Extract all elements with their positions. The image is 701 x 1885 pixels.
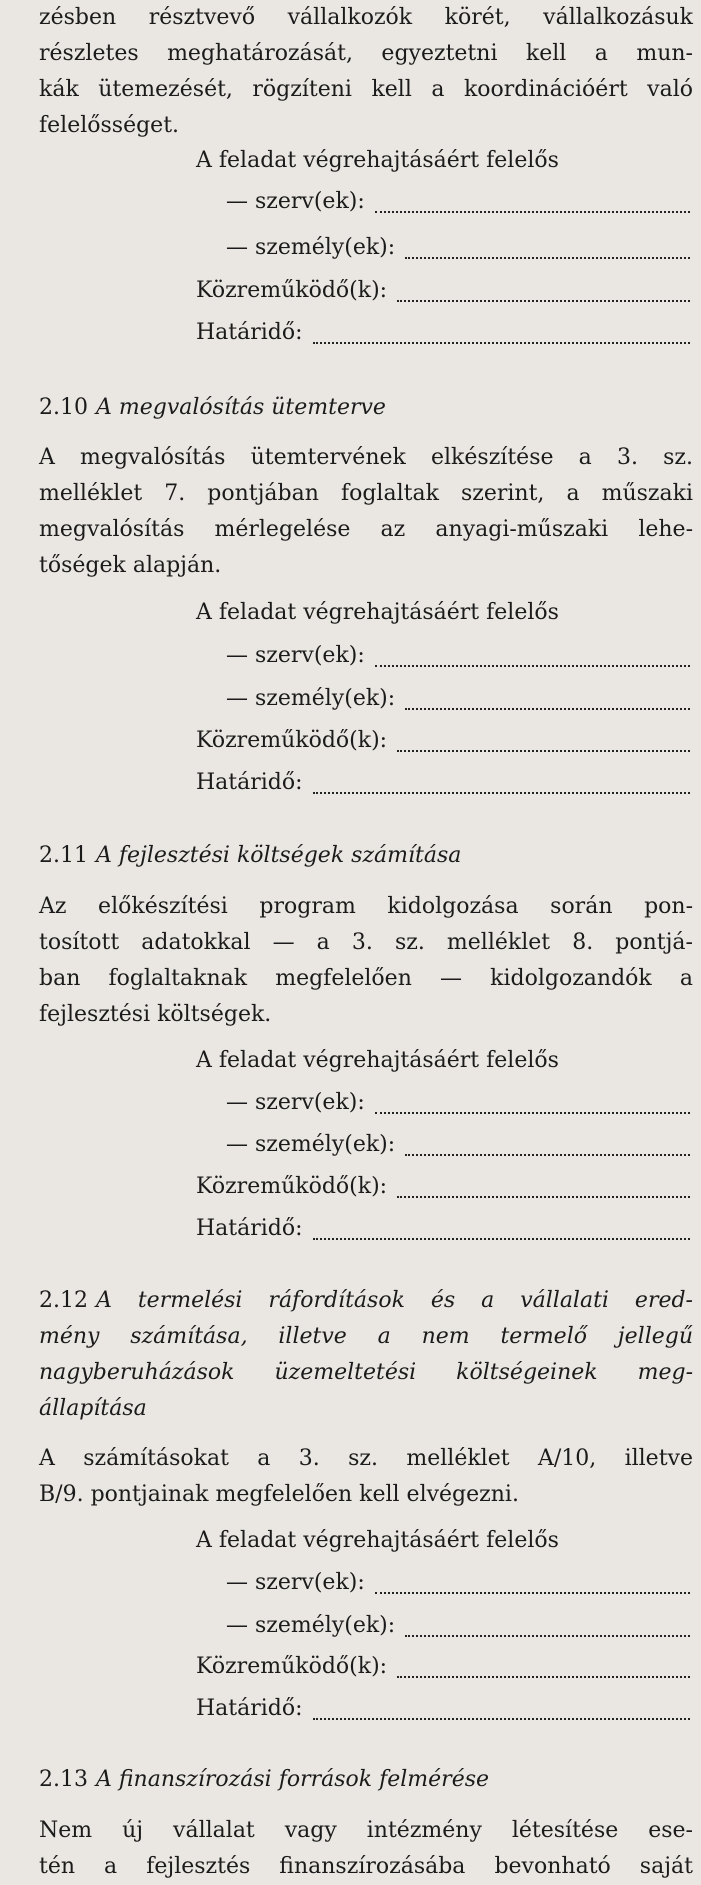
section-number: 2.12 (39, 1288, 88, 1313)
dotted-fill-line (405, 257, 690, 259)
dotted-fill-line (397, 1676, 690, 1678)
org-label: — szerv(ek): (226, 643, 365, 668)
person-field (226, 684, 690, 714)
text-line: részletes meghatározását, egyeztetni kell a mun- (39, 41, 693, 66)
text-line: fejlesztési költségek. (39, 1002, 272, 1027)
section-number: 2.11 (39, 843, 88, 868)
section-paragraph (39, 1813, 693, 1885)
section-title-line: mény számítása, illetve a nem termelő jellegű (39, 1324, 693, 1349)
section-title-line: nagyberuházások üzemeltetési költségeinek meg- (39, 1360, 693, 1385)
intro-paragraph (39, 0, 693, 144)
section-title: A megvalósítás ütemterve (95, 395, 386, 420)
responsibility-title: A feladat végrehajtásáért felelős (196, 148, 559, 173)
contributor-field (196, 726, 690, 756)
section-paragraph (39, 889, 693, 1033)
responsibility-title: A feladat végrehajtásáért felelős (196, 1528, 559, 1553)
text-line: Nem új vállalat vagy intézmény létesítése ese- (39, 1818, 693, 1843)
text-line: melléklet 7. pontjában foglaltak szerint, a műszaki (39, 481, 693, 506)
deadline-label: Határidő: (196, 1696, 303, 1721)
section-number: 2.10 (39, 395, 88, 420)
person-field (226, 233, 690, 263)
section-paragraph (39, 1441, 693, 1513)
text-line: B/9. pontjainak megfelelően kell elvégezni. (39, 1482, 519, 1507)
text-line: tőségek alapján. (39, 553, 222, 578)
contributor-field (196, 276, 690, 306)
section-heading (39, 1283, 693, 1427)
org-label: — szerv(ek): (226, 1090, 365, 1115)
text-line: kák ütemezését, rögzíteni kell a koordinációért való (39, 77, 693, 102)
person-label: — személy(ek): (226, 1132, 396, 1157)
org-field (226, 1568, 690, 1598)
dotted-fill-line (375, 1592, 690, 1594)
section-title: A fejlesztési költségek számítása (95, 843, 462, 868)
org-field (226, 1088, 690, 1118)
text-line: tén a fejlesztés finanszírozásába bevonható saját (39, 1854, 693, 1879)
text-line: Az előkészítési program kidolgozása során pon- (39, 894, 693, 919)
person-field (226, 1130, 690, 1160)
deadline-label: Határidő: (196, 320, 303, 345)
deadline-field (196, 318, 690, 348)
contributor-label: Közreműködő(k): (196, 1654, 388, 1679)
contributor-label: Közreműködő(k): (196, 278, 388, 303)
text-line: ban foglaltaknak megfelelően — kidolgozandók a (39, 966, 693, 991)
deadline-label: Határidő: (196, 770, 303, 795)
deadline-field (196, 1694, 690, 1724)
text-line: tosított adatokkal — a 3. sz. melléklet 8. pontjá- (39, 930, 693, 955)
contributor-label: Közreműködő(k): (196, 1174, 388, 1199)
section-heading (39, 1762, 693, 1798)
section-number: 2.13 (39, 1767, 88, 1792)
deadline-label: Határidő: (196, 1216, 303, 1241)
contributor-field (196, 1172, 690, 1202)
org-label: — szerv(ek): (226, 189, 365, 214)
section-title-line: állapítása (39, 1396, 147, 1421)
org-field (226, 187, 690, 217)
dotted-fill-line (397, 1196, 690, 1198)
dotted-fill-line (405, 708, 690, 710)
deadline-field (196, 768, 690, 798)
dotted-fill-line (397, 300, 690, 302)
dotted-fill-line (375, 1112, 690, 1114)
person-label: — személy(ek): (226, 686, 396, 711)
section-title: A termelési ráfordítások és a vállalati ered- (95, 1288, 693, 1313)
dotted-fill-line (397, 750, 690, 752)
dotted-fill-line (405, 1154, 690, 1156)
org-label: — szerv(ek): (226, 1570, 365, 1595)
person-field (226, 1611, 690, 1641)
deadline-field (196, 1214, 690, 1244)
org-field (226, 641, 690, 671)
person-label: — személy(ek): (226, 1613, 396, 1638)
dotted-fill-line (405, 1635, 690, 1637)
text-line: felelősséget. (39, 113, 180, 138)
text-line: A számításokat a 3. sz. melléklet A/10, illetve (39, 1446, 693, 1471)
dotted-fill-line (313, 1718, 690, 1720)
text-line: zésben résztvevő vállalkozók körét, vállalkozásuk (39, 5, 693, 30)
dotted-fill-line (313, 342, 690, 344)
dotted-fill-line (375, 211, 690, 213)
dotted-fill-line (313, 1238, 690, 1240)
section-paragraph (39, 440, 693, 584)
dotted-fill-line (375, 665, 690, 667)
text-line: megvalósítás mérlegelése az anyagi-műszaki lehe- (39, 517, 693, 542)
section-title: A finanszírozási források felmérése (95, 1767, 490, 1792)
responsibility-title: A feladat végrehajtásáért felelős (196, 600, 559, 625)
section-heading (39, 390, 693, 426)
contributor-field (196, 1652, 690, 1682)
section-heading (39, 838, 693, 874)
dotted-fill-line (313, 792, 690, 794)
text-line: A megvalósítás ütemtervének elkészítése a 3. sz. (39, 445, 693, 470)
person-label: — személy(ek): (226, 235, 396, 260)
contributor-label: Közreműködő(k): (196, 728, 388, 753)
responsibility-title: A feladat végrehajtásáért felelős (196, 1048, 559, 1073)
